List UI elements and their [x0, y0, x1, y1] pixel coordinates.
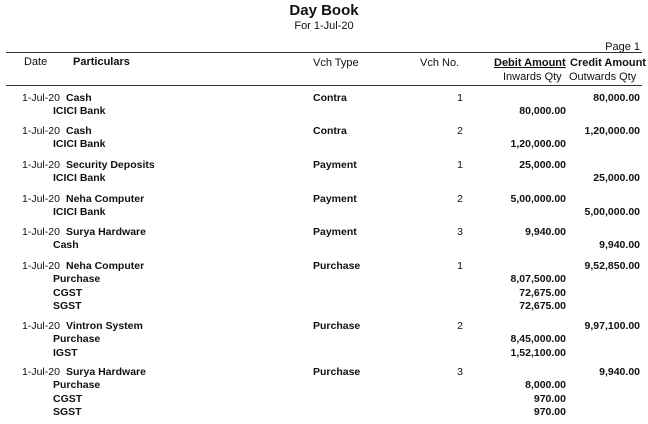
- voucher-type: Payment: [313, 159, 357, 171]
- ledger-account: Purchase: [53, 273, 101, 286]
- column-header-debit: Debit Amount: [494, 57, 566, 69]
- voucher-number: 3: [457, 366, 463, 378]
- column-header-vch-no: Vch No.: [420, 57, 460, 69]
- ledger-debit-amount: 970.00: [533, 405, 566, 418]
- ledger-debit-amount: 72,675.00: [519, 286, 566, 299]
- ledger-account: Purchase: [53, 333, 101, 346]
- voucher-credit-amount: 1,20,000.00: [584, 125, 640, 137]
- voucher-date: 1-Jul-20: [22, 193, 60, 205]
- ledger-credit-amount: 9,940.00: [599, 239, 640, 252]
- voucher-type: Contra: [313, 125, 347, 137]
- ledger-account: CGST: [53, 286, 83, 299]
- column-header-inwards-qty: Inwards Qty: [503, 71, 562, 83]
- voucher-date: 1-Jul-20: [22, 159, 60, 171]
- ledger-credit-amount: 25,000.00: [593, 172, 640, 185]
- ledger-debit-amount: 1,52,100.00: [510, 346, 566, 359]
- voucher-date: 1-Jul-20: [22, 260, 60, 272]
- voucher-number: 1: [457, 92, 463, 104]
- ledger-credit-amount: 5,00,000.00: [584, 206, 640, 219]
- voucher-date: 1-Jul-20: [22, 226, 60, 238]
- voucher-party: Neha Computer: [66, 260, 145, 272]
- column-header-credit: Credit Amount: [570, 57, 646, 69]
- ledger-debit-amount: 8,45,000.00: [510, 333, 566, 346]
- voucher-type: Payment: [313, 193, 357, 205]
- voucher-number: 2: [457, 125, 463, 137]
- ledger-debit-amount: 8,000.00: [525, 379, 566, 392]
- column-header-date: Date: [24, 56, 48, 68]
- ledger-debit-amount: 80,000.00: [519, 105, 566, 118]
- column-header-vch-type: Vch Type: [313, 57, 359, 69]
- voucher-number: 1: [457, 260, 463, 272]
- voucher-debit-amount: 25,000.00: [519, 159, 566, 171]
- ledger-account: ICICI Bank: [53, 172, 106, 185]
- ledger-account: Cash: [53, 239, 79, 252]
- ledger-account: IGST: [53, 346, 78, 359]
- ledger-account: ICICI Bank: [53, 206, 106, 219]
- voucher-date: 1-Jul-20: [22, 366, 60, 378]
- voucher-debit-amount: 5,00,000.00: [510, 193, 566, 205]
- voucher-type: Payment: [313, 226, 357, 238]
- ledger-debit-amount: 1,20,000.00: [510, 138, 566, 151]
- voucher-party: Surya Hardware: [66, 226, 146, 238]
- ledger-debit-amount: 970.00: [533, 392, 566, 405]
- column-header-particulars: Particulars: [73, 56, 130, 68]
- header-bottom-rule: [6, 85, 642, 86]
- voucher-number: 2: [457, 320, 463, 332]
- voucher-date: 1-Jul-20: [22, 125, 60, 137]
- voucher-credit-amount: 9,52,850.00: [584, 260, 640, 272]
- voucher-type: Purchase: [313, 320, 361, 332]
- ledger-account: SGST: [53, 405, 82, 418]
- voucher-number: 1: [457, 159, 463, 171]
- voucher-number: 3: [457, 226, 463, 238]
- ledger-debit-amount: 8,07,500.00: [510, 273, 566, 286]
- voucher-party: Vintron System: [66, 320, 143, 332]
- ledger-account: SGST: [53, 299, 82, 312]
- voucher-party: Neha Computer: [66, 193, 145, 205]
- column-header-outwards-qty: Outwards Qty: [569, 71, 637, 83]
- voucher-credit-amount: 9,940.00: [599, 366, 640, 378]
- header-top-rule: [6, 52, 642, 53]
- page-number: Page 1: [605, 41, 640, 53]
- voucher-date: 1-Jul-20: [22, 92, 60, 104]
- voucher-type: Contra: [313, 92, 347, 104]
- voucher-type: Purchase: [313, 366, 361, 378]
- voucher-party: Security Deposits: [66, 159, 155, 171]
- voucher-party: Cash: [66, 92, 92, 104]
- report-title: Day Book: [289, 2, 359, 19]
- ledger-debit-amount: 72,675.00: [519, 299, 566, 312]
- voucher-credit-amount: 9,97,100.00: [584, 320, 640, 332]
- voucher-credit-amount: 80,000.00: [593, 92, 640, 104]
- voucher-type: Purchase: [313, 260, 361, 272]
- ledger-account: ICICI Bank: [53, 105, 106, 118]
- voucher-date: 1-Jul-20: [22, 320, 60, 332]
- ledger-account: ICICI Bank: [53, 138, 106, 151]
- voucher-number: 2: [457, 193, 463, 205]
- voucher-debit-amount: 9,940.00: [525, 226, 566, 238]
- voucher-party: Surya Hardware: [66, 366, 146, 378]
- ledger-account: Purchase: [53, 379, 101, 392]
- ledger-account: CGST: [53, 392, 83, 405]
- voucher-party: Cash: [66, 125, 92, 137]
- report-subtitle: For 1-Jul-20: [294, 20, 354, 32]
